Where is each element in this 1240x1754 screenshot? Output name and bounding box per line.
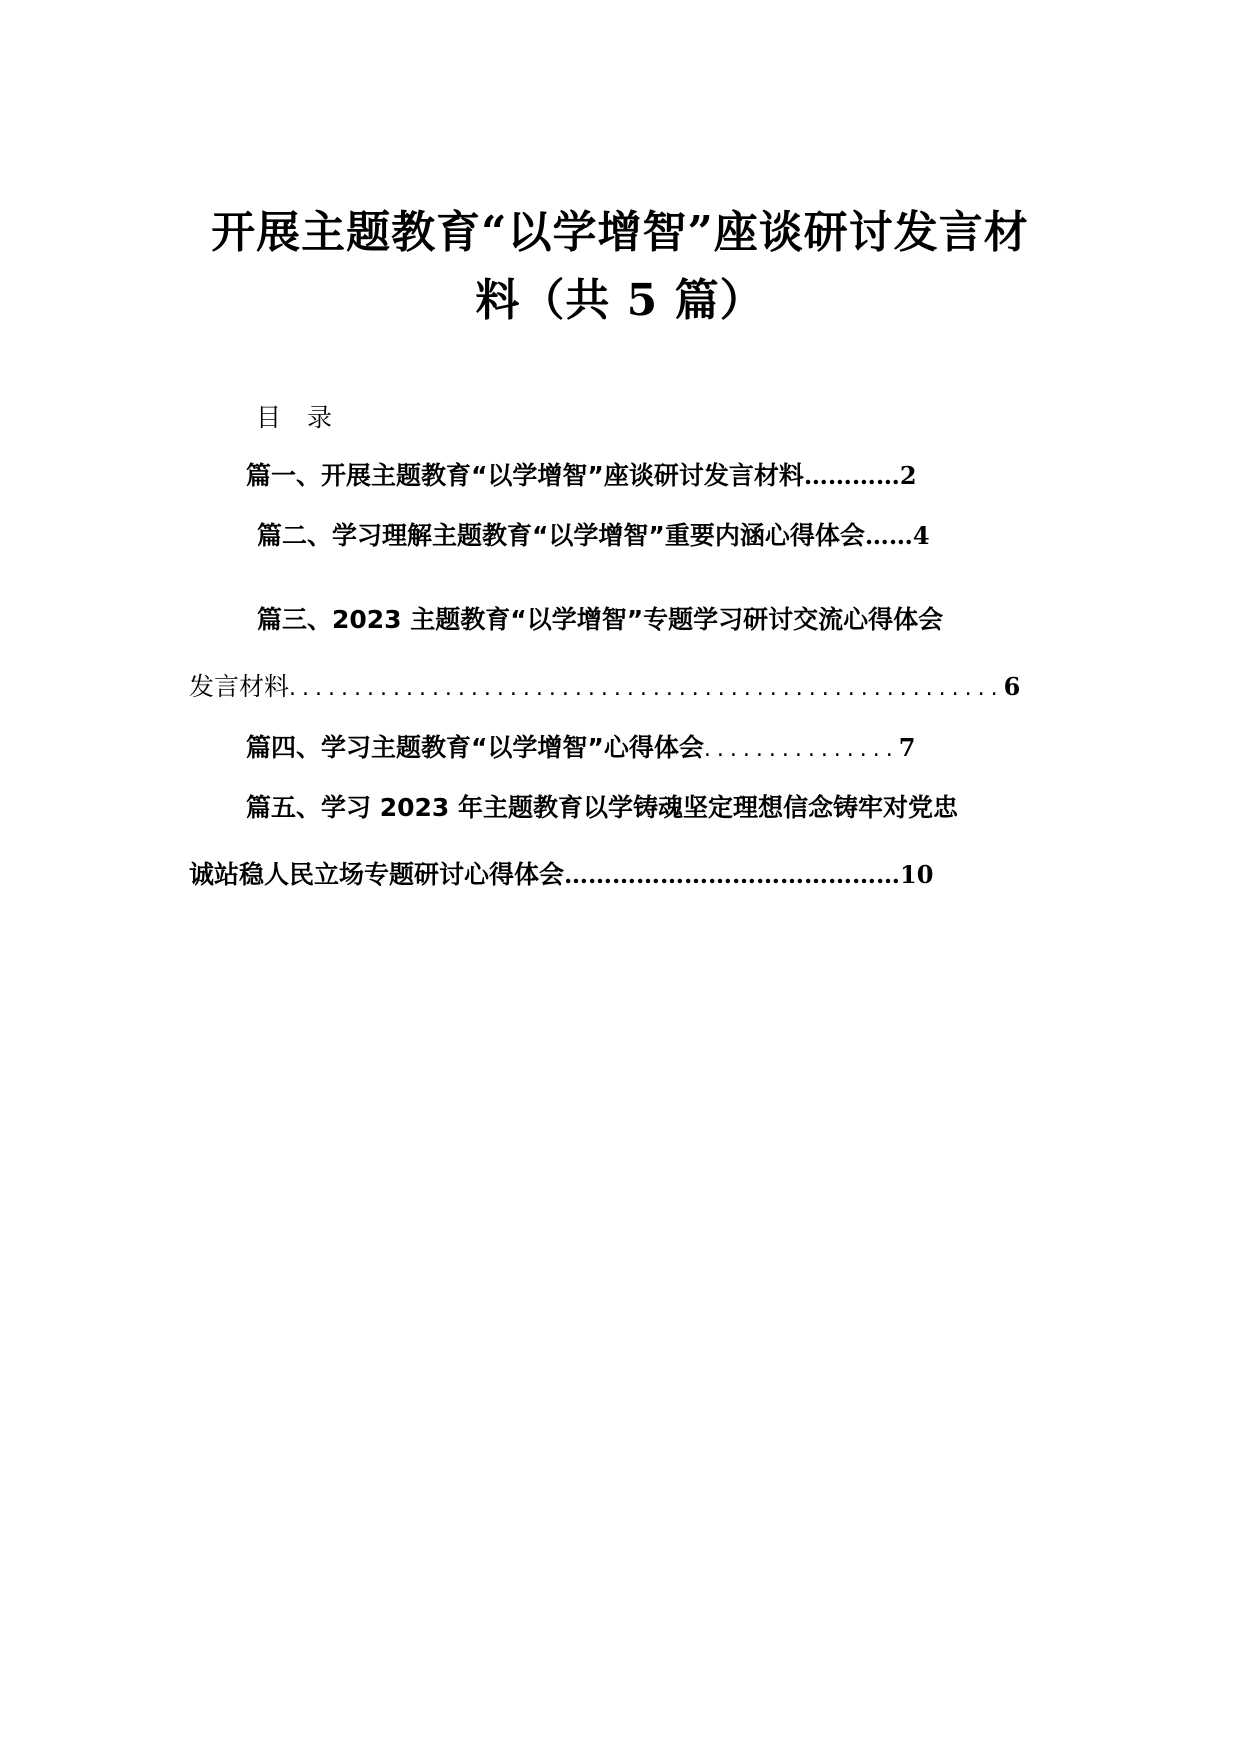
toc-heading: 目录 (256, 403, 359, 432)
document-title-line-1: 开展主题教育“以学增智”座谈研讨发言材 (211, 207, 1029, 258)
toc-entry-3-leader: ....................................................... (289, 676, 1004, 701)
toc-entry-2-leader: …… (864, 521, 913, 550)
toc-entry-4[interactable] (246, 728, 915, 764)
toc-entry-3[interactable] (257, 600, 943, 636)
toc-entry-4-leader: ............... (703, 737, 899, 762)
toc-entry-2-text: 篇二、学习理解主题教育“以学增智”重要内涵心得体会 (257, 521, 865, 550)
toc-entry-3-continued[interactable] (189, 667, 1020, 703)
toc-entry-1[interactable] (246, 456, 917, 492)
toc-entry-4-text: 篇四、学习主题教育“以学增智”心得体会 (246, 733, 704, 762)
toc-entry-1-page: 2 (899, 461, 917, 490)
toc-entry-5-page: 10 (900, 860, 934, 889)
toc-entry-3-text-line-2: 发言材料 (189, 672, 290, 701)
toc-entry-3-page: 6 (1003, 672, 1021, 701)
toc-entry-1-leader: ………… (803, 461, 900, 490)
toc-entry-2[interactable] (257, 516, 930, 552)
toc-entry-3-text-line-1: 篇三、2023 主题教育“以学增智”专题学习研讨交流心得体会 (257, 605, 944, 634)
toc-entry-5-text-line-2: 诚站稳人民立场专题研讨心得体会 (189, 860, 565, 889)
toc-entry-4-page: 7 (898, 733, 916, 762)
toc-entry-1-text: 篇一、开展主题教育“以学增智”座谈研讨发言材料 (246, 461, 804, 490)
toc-entry-5-text-line-1: 篇五、学习 2023 年主题教育以学铸魂坚定理想信念铸牢对党忠 (246, 793, 958, 822)
toc-entry-5-leader: …………………………………… (564, 860, 901, 889)
toc-entry-5[interactable] (246, 788, 958, 824)
toc-entry-5-continued[interactable] (189, 855, 933, 891)
toc-entry-2-page: 4 (912, 521, 930, 550)
document-title-line-2: 料（共 5 篇） (475, 275, 765, 326)
